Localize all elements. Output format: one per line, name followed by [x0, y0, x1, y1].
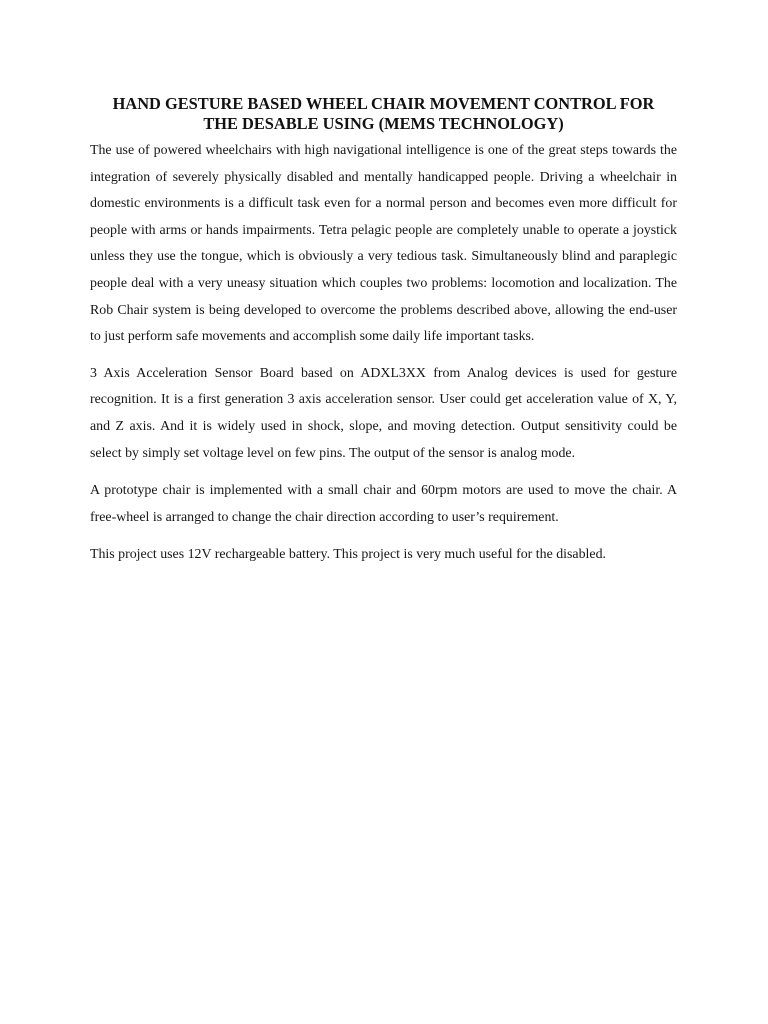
document-title — [90, 94, 677, 134]
title-line-1: HAND GESTURE BASED WHEEL CHAIR MOVEMENT CONTROL FOR — [112, 94, 655, 113]
paragraph-intro: The use of powered wheelchairs with high navigational intelligence is one of the great steps towards the integration of severely physically disabled and mentally handicapped people. Driving a wheelchair in domestic environments is a difficult task even for a normal person and becomes even more difficult for people with arms or hands impairments. Tetra pelagic people are completely unable to operate a joystick unless they use the tongue, which is obviously a very tedious task. Simultaneously blind and paraplegic people deal with a very uneasy situation which couples two problems: locomotion and localization. The Rob Chair system is being developed to overcome the problems described above, allowing the end-user to just perform safe movements and accomplish some daily life important tasks. — [90, 143, 677, 345]
paragraph-sensor: 3 Axis Acceleration Sensor Board based on ADXL3XX from Analog devices is used for gesture recognition. It is a first generation 3 axis acceleration sensor. User could get acceleration value of X, Y, and Z axis. And it is widely used in shock, slope, and moving detection. Output sensitivity could be select by simply set voltage level on few pins. The output of the sensor is analog mode. — [90, 365, 677, 461]
paragraph-prototype: A prototype chair is implemented with a small chair and 60rpm motors are used to move the chair. A free-wheel is arranged to change the chair direction according to user’s requirement. — [90, 483, 677, 525]
document-content — [90, 94, 677, 569]
paragraph-battery: This project uses 12V rechargeable battery. This project is very much useful for the disabled. — [90, 547, 606, 563]
title-line-2: THE DESABLE USING (MEMS TECHNOLOGY) — [203, 114, 564, 133]
